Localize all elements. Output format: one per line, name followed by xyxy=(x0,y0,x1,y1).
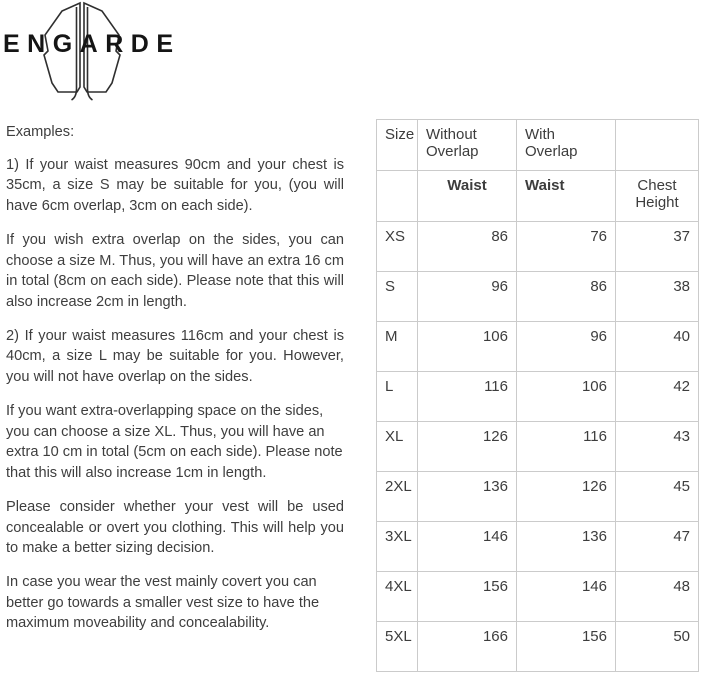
waist-value: 126 xyxy=(418,422,517,472)
size-label: 4XL xyxy=(377,572,418,622)
covert-advice-paragraph: In case you wear the vest mainly covert you can better go towards a smaller vest size to have the maximum moveability and concealability. xyxy=(6,573,320,632)
example-2-paragraph: 2) If your waist measures 116cm and your chest is 40cm, a size L may be suitable for you. However, you will not have overlap on the sides. xyxy=(6,327,344,386)
subheader-chest-height: Chest Height xyxy=(616,171,699,222)
header-with-overlap: With Overlap xyxy=(517,120,616,171)
waist-value: 156 xyxy=(517,622,616,672)
extra-overlap-m-paragraph: If you wish extra overlap on the sides, you can choose a size M. Thus, you will have an extra 16 cm in total (8cm on each side). Please note that this will also increase 2cm in length. xyxy=(6,231,344,311)
chest-value: 38 xyxy=(616,272,699,322)
table-header-row-1 xyxy=(377,120,699,171)
extra-overlap-xl-paragraph: If you want extra-overlapping space on the sides, you can choose a size XL. Thus, you will have an extra 10 cm in total (5cm on each side). Please note that this will also increase 1cm in length. xyxy=(6,402,343,482)
chest-value: 45 xyxy=(616,472,699,522)
table-row-4xl xyxy=(377,572,699,622)
table-row-5xl xyxy=(377,622,699,672)
waist-value: 146 xyxy=(517,572,616,622)
table-row-l xyxy=(377,372,699,422)
brand-name: ENGARDE xyxy=(3,30,181,58)
waist-value: 116 xyxy=(418,372,517,422)
chest-value: 37 xyxy=(616,222,699,272)
header-size: Size xyxy=(377,120,418,171)
example-1-paragraph: 1) If your waist measures 90cm and your chest is 35cm, a size S may be suitable for you, (you will have 6cm overlap, 3cm on each side). xyxy=(6,156,344,215)
waist-value: 86 xyxy=(418,222,517,272)
table-row-2xl xyxy=(377,472,699,522)
size-label: M xyxy=(377,322,418,372)
header-empty xyxy=(616,120,699,171)
waist-value: 136 xyxy=(418,472,517,522)
sizing-examples-text xyxy=(6,122,344,647)
waist-value: 96 xyxy=(517,322,616,372)
waist-value: 156 xyxy=(418,572,517,622)
chest-value: 50 xyxy=(616,622,699,672)
chest-value: 43 xyxy=(616,422,699,472)
size-label: L xyxy=(377,372,418,422)
table-row-xl xyxy=(377,422,699,472)
subheader-waist-with: Waist xyxy=(517,171,616,222)
waist-value: 86 xyxy=(517,272,616,322)
subheader-waist-without: Waist xyxy=(418,171,517,222)
chest-value: 42 xyxy=(616,372,699,422)
size-label: XL xyxy=(377,422,418,472)
table-header-row-2 xyxy=(377,171,699,222)
waist-value: 136 xyxy=(517,522,616,572)
waist-value: 106 xyxy=(517,372,616,422)
table-row-m xyxy=(377,322,699,372)
table-row-s xyxy=(377,272,699,322)
size-chart-table xyxy=(376,119,699,672)
waist-value: 106 xyxy=(418,322,517,372)
chest-value: 47 xyxy=(616,522,699,572)
size-label: 3XL xyxy=(377,522,418,572)
header-without-overlap: Without Overlap xyxy=(418,120,517,171)
waist-value: 96 xyxy=(418,272,517,322)
waist-value: 166 xyxy=(418,622,517,672)
waist-value: 126 xyxy=(517,472,616,522)
examples-heading: Examples: xyxy=(6,124,75,140)
table-row-xs xyxy=(377,222,699,272)
table-row-3xl xyxy=(377,522,699,572)
subheader-empty xyxy=(377,171,418,222)
size-label: 2XL xyxy=(377,472,418,522)
waist-value: 76 xyxy=(517,222,616,272)
size-label: S xyxy=(377,272,418,322)
waist-value: 146 xyxy=(418,522,517,572)
concealable-overt-paragraph: Please consider whether your vest will be used concealable or overt you clothing. This will help you to make a better sizing decision. xyxy=(6,498,344,557)
size-label: XS xyxy=(377,222,418,272)
waist-value: 116 xyxy=(517,422,616,472)
chest-value: 40 xyxy=(616,322,699,372)
chest-value: 48 xyxy=(616,572,699,622)
size-label: 5XL xyxy=(377,622,418,672)
brand-logo xyxy=(0,0,200,104)
